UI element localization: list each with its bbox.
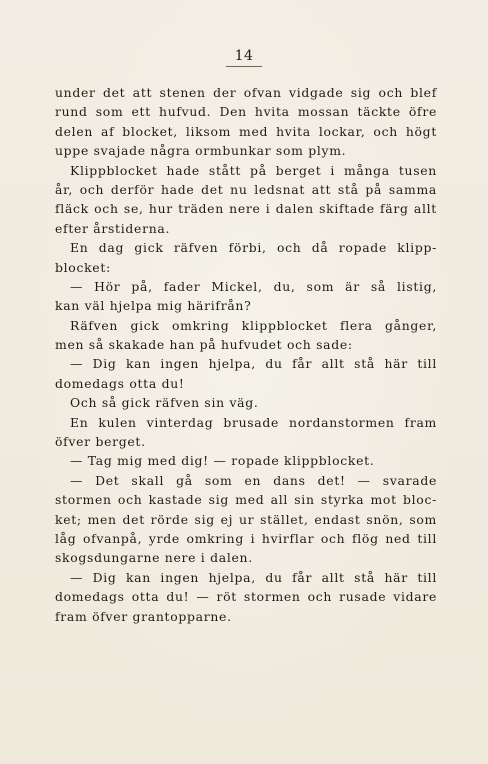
text-line: uppe svajade några ormbunkar som plym. [55,143,347,159]
text-line: rund som ett hufvud. Den hvita mossan täckte öfre [55,104,437,120]
text-line: blocket: [55,259,111,275]
text-line: stormen och kastade sig med all sin styrka mot bloc- [55,492,437,508]
text-line: domedags otta du! [55,375,185,391]
text-line: — Hör på, fader Mickel, du, som är så listig, [70,278,437,294]
text-line: — Dig kan ingen hjelpa, du får allt stå här till [70,569,437,585]
text-line: En kulen vinterdag brusade nordanstormen fram [70,414,437,430]
text-line: Räfven gick omkring klippblocket flera gånger, [70,317,437,333]
text-line: efter årstiderna. [55,220,171,236]
text-line: men så skakade han på hufvudet och sade: [55,337,353,353]
text-line: delen af blocket, liksom med hvita lockar, och högt [55,123,437,139]
text-line: ket; men det rörde sig ej ur stället, endast snön, som [55,511,437,527]
page-number-rule [226,66,262,67]
text-line: under det att stenen der ofvan vidgade sig och blef [55,85,437,100]
text-line: fläck och se, hur träden nere i dalen skiftade färg allt [55,201,437,217]
text-line: Klippblocket hade stått på berget i många tusen [70,162,437,178]
text-line: skogsdungarne nere i dalen. [55,550,253,566]
text-line: år, och derför hade det nu ledsnat att stå på samma [55,181,437,197]
text-line: En dag gick räfven förbi, och då ropade klipp- [70,240,437,256]
text-line: domedags otta du! — röt stormen och rusade vidare [55,589,437,605]
text-line: låg ofvanpå, yrde omkring i hvirflar och flög ned till [55,530,437,546]
page-number: 14 [234,48,254,64]
text-line: — Det skall gå som en dans det! — svarade [70,472,437,488]
body-text [55,83,437,626]
text-line: — Dig kan ingen hjelpa, du får allt stå här till [70,356,437,372]
text-line: öfver berget. [55,434,146,450]
text-line: fram öfver grantopparne. [55,608,232,624]
text-line: — Tag mig med dig! — ropade klippblocket. [70,453,375,469]
text-line: Och så gick räfven sin väg. [70,395,259,411]
text-line: kan väl hjelpa mig härifrån? [55,298,252,314]
